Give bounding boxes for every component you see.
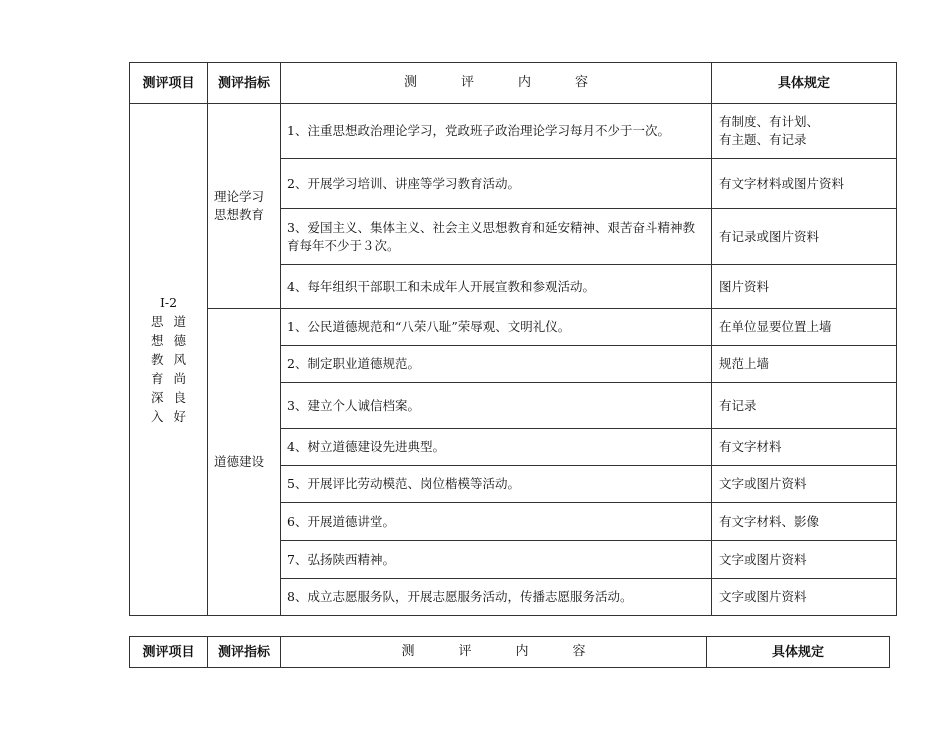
content-cell: 4、每年组织干部职工和未成年人开展宣教和参观活动。 [281, 265, 712, 309]
content-cell: 7、弘扬陕西精神。 [281, 541, 712, 579]
item-char: 良 [173, 389, 187, 405]
header-item: 测评项目 [130, 63, 208, 104]
rule-cell: 规范上墙 [712, 346, 897, 383]
header-content [281, 63, 712, 104]
evaluation-table [129, 62, 897, 616]
item-char: 好 [173, 408, 187, 424]
item-char: 道 [173, 313, 187, 329]
rule-cell: 有记录 [712, 383, 897, 429]
rule-cell: 文字或图片资料 [712, 466, 897, 503]
rule-cell [712, 104, 897, 159]
content-cell: 2、制定职业道德规范。 [281, 346, 712, 383]
rule-cell: 文字或图片资料 [712, 541, 897, 579]
evaluation-table-continued [129, 636, 890, 668]
header-content [281, 637, 707, 668]
content-cell: 8、成立志愿服务队，开展志愿服务活动，传播志愿服务活动。 [281, 579, 712, 616]
item-cell [130, 104, 208, 616]
header-content-char: 测 [403, 75, 417, 90]
rule-cell: 有记录或图片资料 [712, 209, 897, 265]
content-cell: 4、树立道德建设先进典型。 [281, 429, 712, 466]
header-content-char: 评 [460, 75, 474, 90]
header-content-char: 容 [575, 75, 589, 90]
header-content-char: 评 [458, 644, 472, 659]
item-char: 入 [150, 408, 164, 424]
rule-line: 有主题、有记录 [719, 132, 807, 147]
item-char: 风 [173, 351, 187, 367]
table-row [130, 309, 897, 346]
item-char: 深 [150, 389, 164, 405]
content-cell: 3、建立个人诚信档案。 [281, 383, 712, 429]
item-char: 育 [150, 370, 164, 386]
rule-line: 有制度、有计划、 [719, 114, 820, 129]
indicator-line: 理论学习 [214, 189, 265, 204]
header-content-char: 测 [401, 644, 415, 659]
content-cell: 1、注重思想政治理论学习，党政班子政治理论学习每月不少于一次。 [281, 104, 712, 159]
rule-cell: 有文字材料、影像 [712, 503, 897, 541]
content-cell: 5、开展评比劳动模范、岗位楷模等活动。 [281, 466, 712, 503]
indicator-cell [208, 309, 281, 616]
header-rule: 具体规定 [707, 637, 890, 668]
indicator-cell [208, 104, 281, 309]
header-item: 测评项目 [130, 637, 208, 668]
item-col-right [174, 312, 187, 426]
content-cell: 6、开展道德讲堂。 [281, 503, 712, 541]
rule-cell: 文字或图片资料 [712, 579, 897, 616]
header-row [130, 637, 890, 668]
content-cell: 1、公民道德规范和“八荣八耻”荣辱观、文明礼仪。 [281, 309, 712, 346]
header-indicator: 测评指标 [208, 637, 281, 668]
header-content-char: 内 [515, 644, 529, 659]
item-char: 想 [150, 332, 164, 348]
content-cell: 3、爱国主义、集体主义、社会主义思想教育和延安精神、艰苦奋斗精神教育每年不少于３次。 [281, 209, 712, 265]
header-row [130, 63, 897, 104]
rule-cell: 有文字材料或图片资料 [712, 159, 897, 209]
item-char: 教 [150, 351, 164, 367]
item-char: 尚 [173, 370, 187, 386]
rule-cell: 在单位显要位置上墙 [712, 309, 897, 346]
item-char: 思 [150, 313, 164, 329]
header-indicator: 测评指标 [208, 63, 281, 104]
item-code: I-2 [159, 294, 178, 310]
header-rule: 具体规定 [712, 63, 897, 104]
rule-cell: 图片资料 [712, 265, 897, 309]
item-char: 德 [173, 332, 187, 348]
header-content-char: 容 [572, 644, 586, 659]
content-cell: 2、开展学习培训、讲座等学习教育活动。 [281, 159, 712, 209]
table-row [130, 104, 897, 159]
item-col-left [151, 312, 164, 426]
rule-cell: 有文字材料 [712, 429, 897, 466]
header-content-char: 内 [518, 75, 532, 90]
indicator-line: 思想教育 [214, 207, 265, 222]
indicator-line: 道德建设 [214, 454, 265, 469]
